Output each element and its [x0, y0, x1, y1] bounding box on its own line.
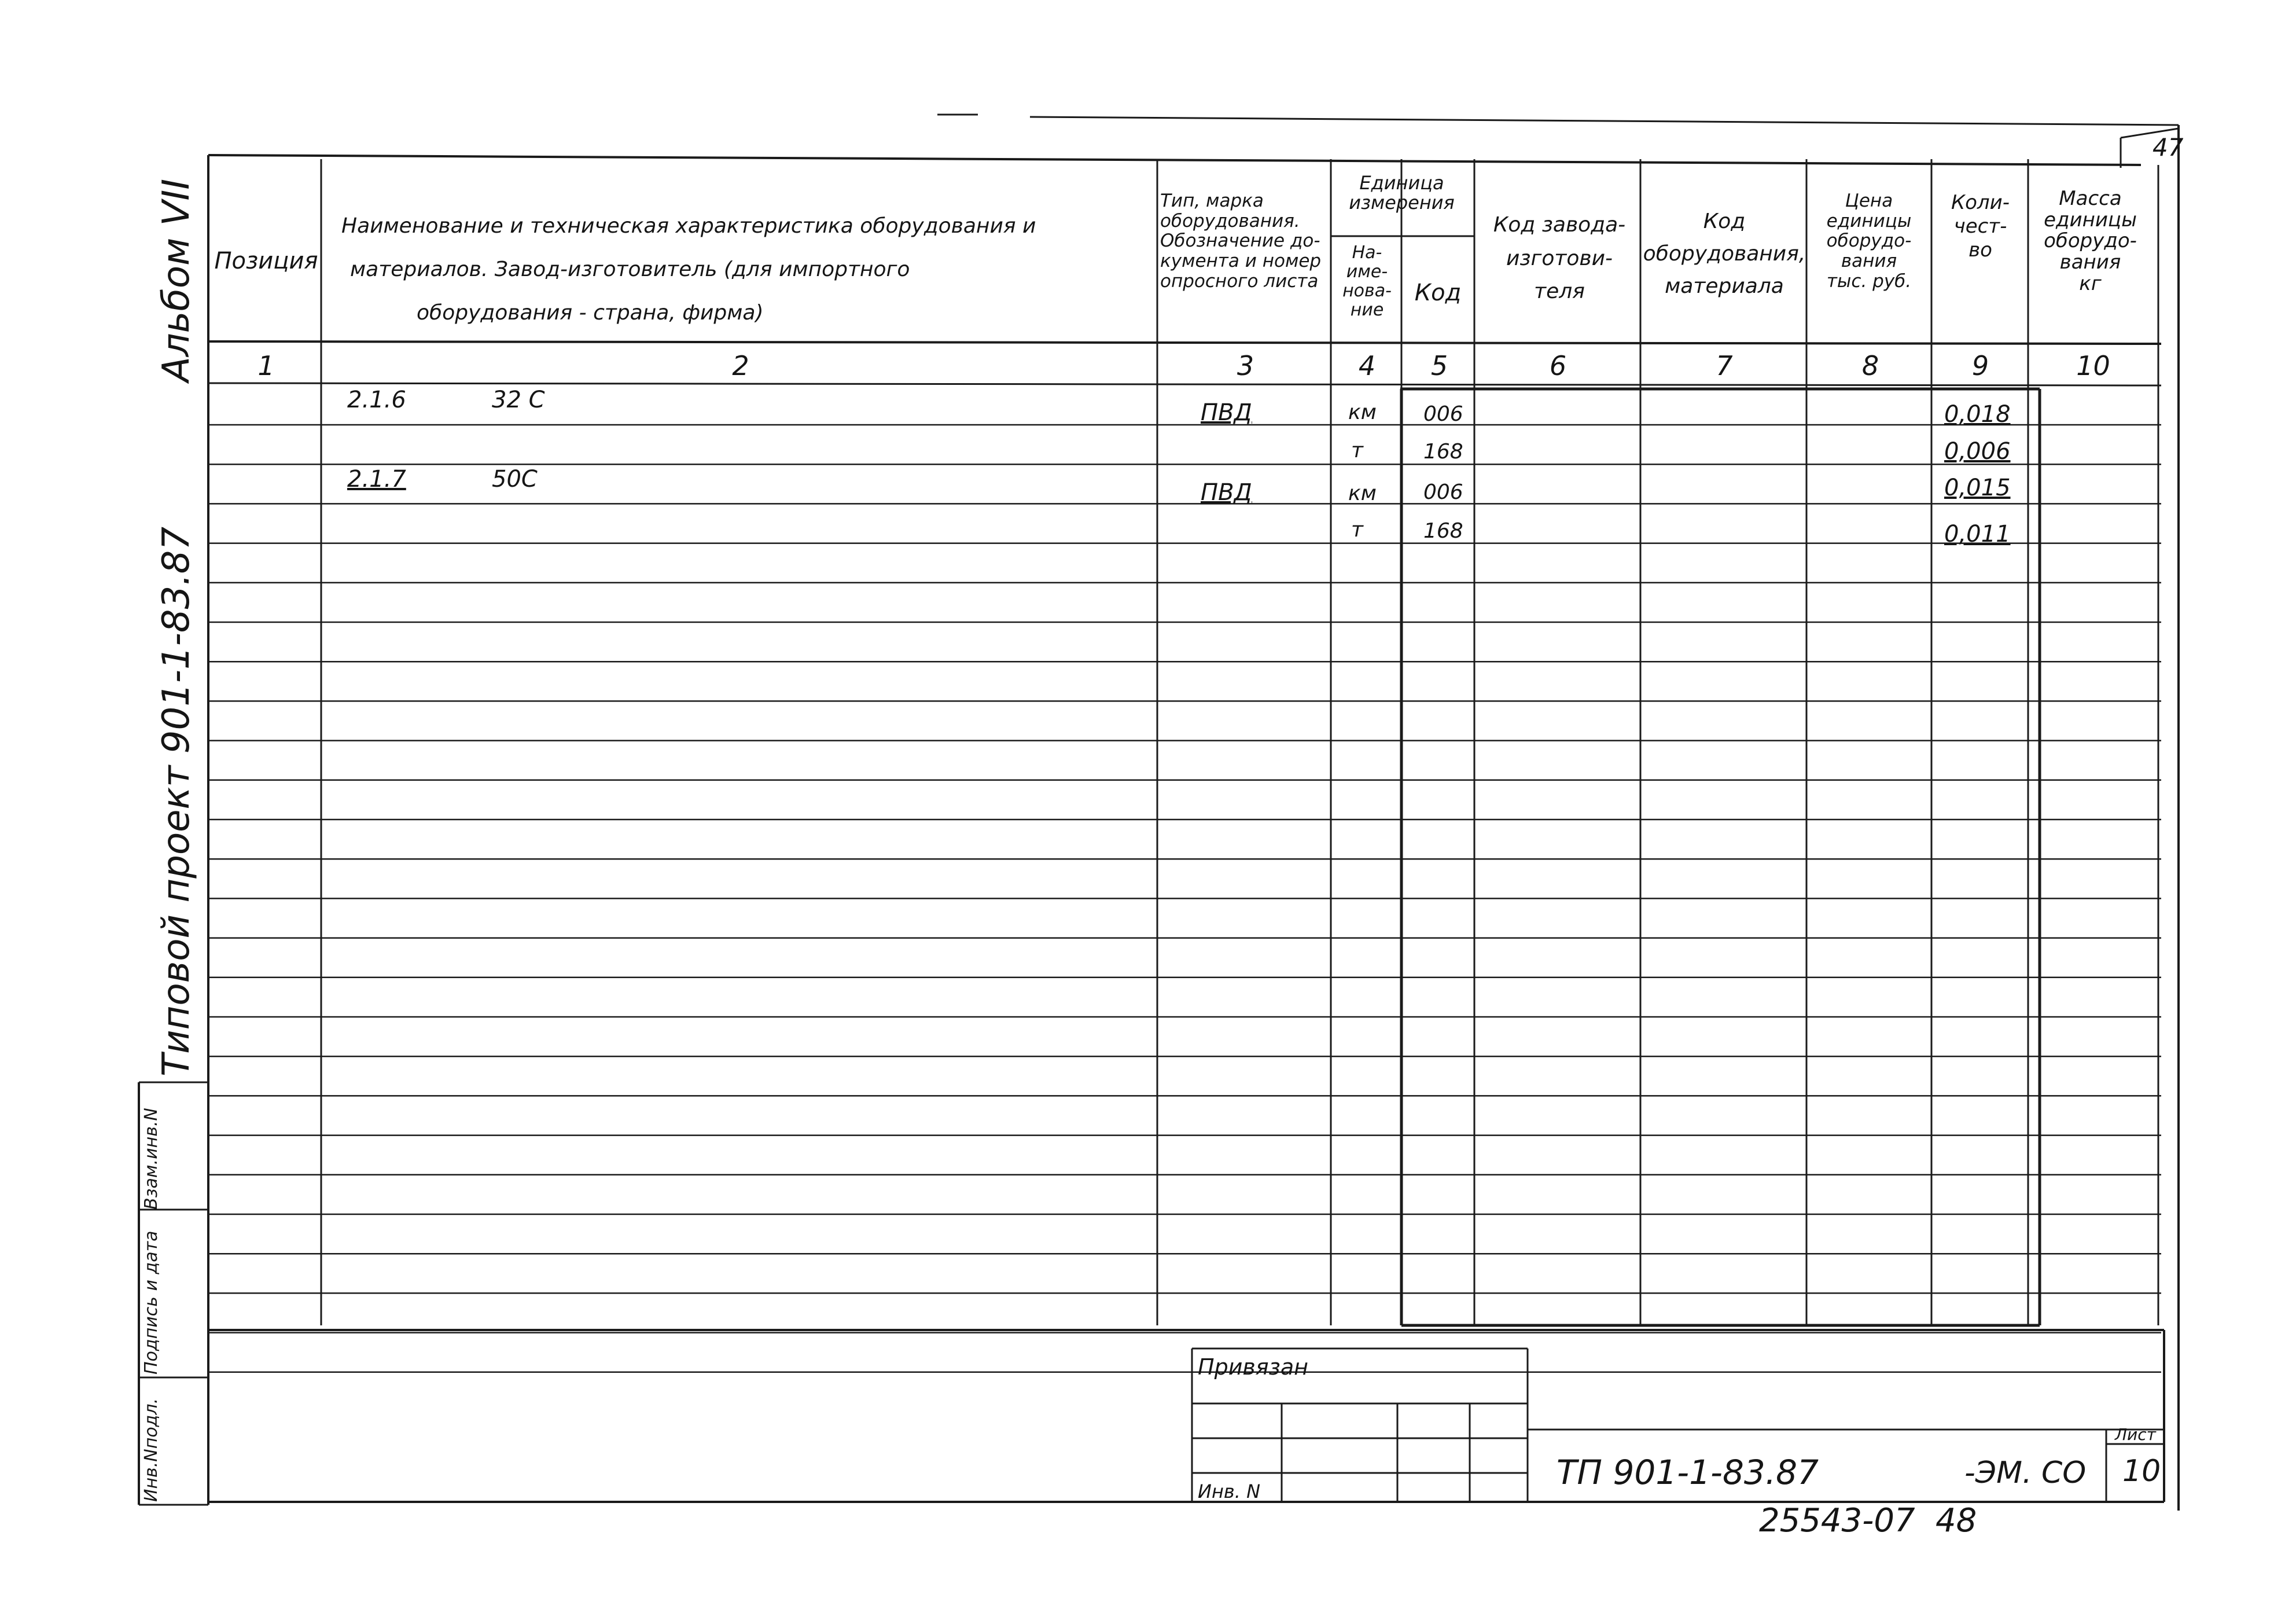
header-factory-code-line: теля [1534, 280, 1585, 304]
project-label: Типовой проект 901-1-83.87 [155, 526, 198, 1076]
top-border [208, 155, 2141, 165]
header-equipment-code [1640, 205, 1808, 302]
column-number: 6 [1549, 350, 1567, 381]
row-item-unit: т [1351, 439, 1363, 462]
row-item-spec: 32 С [492, 387, 545, 413]
header-unit [1331, 174, 1473, 212]
row-item-type: ПВД [1201, 479, 1252, 506]
document-suffix: -ЭМ. СО [1964, 1456, 2087, 1490]
header-mass-line: кг [2079, 271, 2102, 295]
header-mass [2025, 188, 2155, 295]
row-item-qty: 0,015 [1944, 475, 2011, 501]
header-equipment-code-line: Код [1703, 210, 1746, 233]
row-item-name: 2.1.7 [347, 466, 406, 493]
sheet-label: Лист [2115, 1425, 2156, 1444]
header-bottom [208, 341, 2161, 344]
inv-no-label: Инв. N [1198, 1480, 1260, 1502]
header-unit-line: Единица [1359, 172, 1444, 194]
top-border-outer [1030, 117, 2179, 125]
header-equipment-code-line: материала [1665, 274, 1784, 298]
row-item-code: 168 [1423, 519, 1463, 543]
row-item-unit: т [1351, 518, 1363, 542]
header-unit-name-line: На- [1352, 243, 1382, 263]
column-number: 2 [732, 350, 749, 381]
header-unit-code: Код [1414, 280, 1462, 306]
header-position: Позиция [214, 248, 318, 274]
header-unit-name-line: ние [1350, 300, 1384, 320]
album-label: Альбом VII [155, 178, 198, 382]
column-number: 3 [1237, 350, 1254, 381]
attached-label: Привязан [1198, 1354, 1308, 1380]
header-equipment-code-line: оборудования, [1643, 241, 1806, 266]
row-item-qty: 0,011 [1944, 521, 2011, 548]
header-type-line: кумента и номер [1160, 251, 1322, 272]
header-quantity-line: Коли- [1951, 191, 2010, 214]
header-name-line1: Наименование и техническая характеристика оборудования и [341, 214, 1036, 238]
header-factory-code-line: Код завода- [1493, 213, 1626, 237]
header-type [1160, 191, 1321, 292]
column-number: 10 [2076, 350, 2110, 381]
header-type-line: Обозначение до- [1160, 230, 1320, 252]
row-item-name: 2.1.6 [347, 387, 406, 413]
row-item-code: 006 [1423, 480, 1463, 504]
header-mass-line: вания [2059, 251, 2121, 274]
footer-inventory-number: 25543-07 [1759, 1502, 1915, 1540]
stamp-signature-date: Подпись и дата [141, 1230, 161, 1375]
header-mass-line: Масса [2059, 187, 2122, 210]
stamp-inv-podl: Инв.Nподл. [141, 1398, 161, 1502]
stamp-vzam-inv: Взам.инв.N [141, 1108, 161, 1210]
header-price-line: тыс. руб. [1826, 270, 1912, 292]
row-item-unit: км [1348, 401, 1377, 424]
column-number: 8 [1861, 350, 1879, 381]
header-price-line: вания [1841, 251, 1897, 272]
header-unit-name-line: име- [1346, 262, 1388, 282]
top-sheet-number: 47 [2152, 133, 2184, 161]
header-name-line2: материалов. Завод-изготовитель (для импортного [350, 258, 910, 281]
row-item-code: 168 [1423, 440, 1463, 464]
sheet-number: 10 [2122, 1454, 2161, 1489]
document-code: ТП 901-1-83.87 [1557, 1453, 1819, 1492]
header-factory-code [1476, 208, 1643, 308]
header-price [1808, 191, 1930, 292]
header-quantity-line: во [1968, 238, 1992, 262]
header-unit-line: измерения [1349, 191, 1455, 214]
header-name-line3: оборудования - страна, фирма) [417, 301, 764, 325]
header-price-line: единицы [1826, 210, 1912, 232]
header-mass-line: оборудо- [2044, 229, 2137, 253]
row-item-spec: 50С [492, 466, 538, 493]
header-quantity [1933, 191, 2028, 262]
row-item-code: 006 [1423, 402, 1463, 426]
row-item-type: ПВД [1201, 399, 1252, 426]
column-number: 7 [1716, 350, 1733, 381]
column-number: 4 [1358, 350, 1376, 381]
column-number: 1 [257, 350, 275, 381]
header-type-line: Тип, марка [1160, 190, 1264, 211]
header-unit-name-line: нова- [1342, 281, 1392, 301]
column-numbers-bottom [208, 383, 2161, 385]
row-item-qty: 0,006 [1944, 438, 2011, 465]
footer-page-number: 48 [1936, 1502, 1977, 1540]
row-item-qty: 0,018 [1944, 401, 2011, 428]
row-item-unit: км [1348, 482, 1377, 505]
header-factory-code-line: изготови- [1506, 246, 1613, 270]
header-type-line: оборудования. [1160, 210, 1300, 232]
header-quantity-line: чест- [1953, 214, 2007, 238]
header-type-line: опросного листа [1160, 270, 1319, 292]
header-unit-name [1331, 243, 1403, 319]
column-number: 9 [1971, 350, 1989, 381]
header-price-line: оборудо- [1826, 230, 1912, 252]
header-price-line: Цена [1845, 190, 1893, 211]
header-mass-line: единицы [2044, 208, 2137, 232]
column-number: 5 [1430, 350, 1448, 381]
